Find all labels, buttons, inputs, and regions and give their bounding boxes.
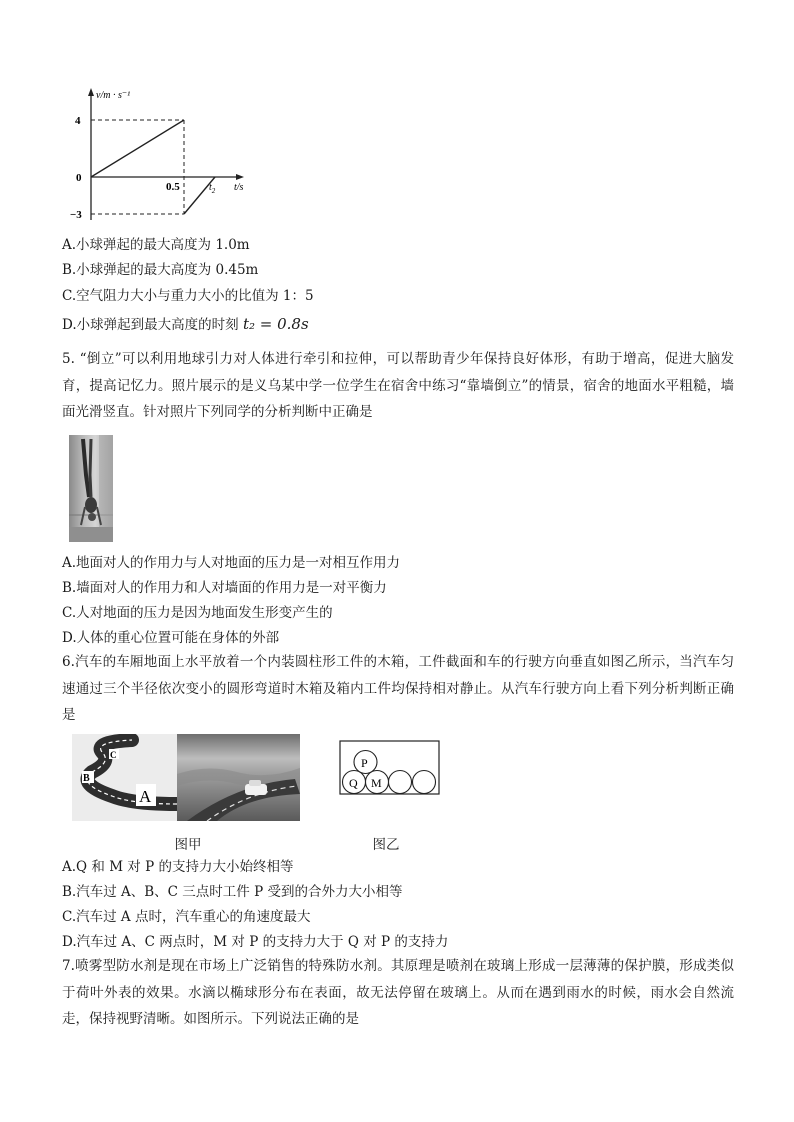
q6-option-a: A.Q 和 M 对 P 的支持力大小始终相等 (62, 859, 294, 875)
handstand-figure (69, 435, 113, 542)
q4-option-d-text: D.小球弹起到最大高度的时刻 (62, 317, 239, 333)
q5-option-a: A.地面对人的作用力与人对地面的压力是一对相互作用力 (62, 555, 401, 571)
q4-option-a: A.小球弹起的最大高度为 1.0m (62, 237, 250, 253)
cylinder-4 (413, 771, 436, 794)
q7-stem: 7.喷雾型防水剂是现在市场上广泛销售的特殊防水剂。其原理是喷剂在玻璃上形成一层薄薄的保护膜，形成类似于荷叶外表的效果。水滴以椭球形分布在表面，故无法停留在玻璃上。从而在遇到雨水的时候，雨水会自然流走，保持视野清晰。如图所示。下列说法正确的是 (62, 958, 734, 1027)
cylinder-box-diagram (339, 740, 441, 796)
velocity-time-graph (68, 86, 268, 226)
q6-option-d: D.汽车过 A、C 两点时，M 对 P 的支持力大于 Q 对 P 的支持力 (62, 934, 449, 950)
tick-0: 0 (76, 172, 82, 184)
q6-option-b: B.汽车过 A、B、C 三点时工件 P 受到的合外力大小相等 (62, 884, 403, 900)
q4-option-d (62, 315, 309, 334)
car-on-road-figure (177, 734, 300, 821)
q4-option-d-formula: t₂ = 0.8s (242, 315, 309, 333)
car-road-photo (177, 734, 300, 821)
velocity-line-fall (91, 120, 184, 177)
q5-option-d: D.人体的重心位置可能在身体的外部 (62, 630, 280, 646)
label-m: M (371, 776, 382, 790)
q4-option-b: B.小球弹起的最大高度为 0.45m (62, 262, 259, 278)
q5-option-c: C.人对地面的压力是因为地面发生形变产生的 (62, 605, 333, 621)
handstand-photo (69, 435, 113, 542)
y-axis-label: v/m · s⁻¹ (96, 90, 131, 101)
q5-stem: 5. “倒立”可以利用地球引力对人体进行牵引和拉伸，可以帮助青少年保持良好体形，有助于增高，促进大脑发育，提高记忆力。照片展示的是义乌某中学一位学生在宿舍中练习“靠墙倒立”的情景，宿舍的地面水平粗糙，墙面光滑竖直。针对照片下列同学的分析判断中正确是 (62, 351, 734, 420)
road-label-c: C (110, 750, 117, 760)
label-q: Q (349, 776, 358, 790)
x-axis-label: t/s (234, 182, 244, 193)
tick-4: 4 (75, 115, 81, 127)
tick-t2: $t_2$ (209, 182, 216, 195)
road-label-a: A (139, 787, 152, 806)
y-axis-arrow (88, 88, 94, 96)
caption-figure-yi: 图乙 (372, 837, 400, 853)
label-p: P (361, 756, 368, 770)
tick-0-5: 0.5 (166, 181, 180, 193)
q6-stem: 6.汽车的车厢地面上水平放着一个内装圆柱形工件的木箱，工件截面和车的行驶方向垂直如图乙所示，当汽车匀速通过三个半径依次变小的圆形弯道时木箱及箱内工件均保持相对静止。从汽车行驶方向上看下列分析判断正确是 (62, 654, 734, 723)
road-label-b: B (83, 773, 90, 784)
x-axis-arrow (236, 174, 244, 180)
tick-neg3: −3 (70, 209, 82, 221)
q5-option-b: B.墙面对人的作用力和人对墙面的作用力是一对平衡力 (62, 580, 387, 596)
caption-figure-jia: 图甲 (174, 837, 202, 853)
q6-option-c: C.汽车过 A 点时，汽车重心的角速度最大 (62, 909, 311, 925)
road-map-image (72, 734, 177, 821)
cylinder-3 (389, 771, 412, 794)
q4-option-c: C.空气阻力大小与重力大小的比值为 1：5 (62, 288, 314, 304)
winding-road-icon (72, 734, 177, 821)
